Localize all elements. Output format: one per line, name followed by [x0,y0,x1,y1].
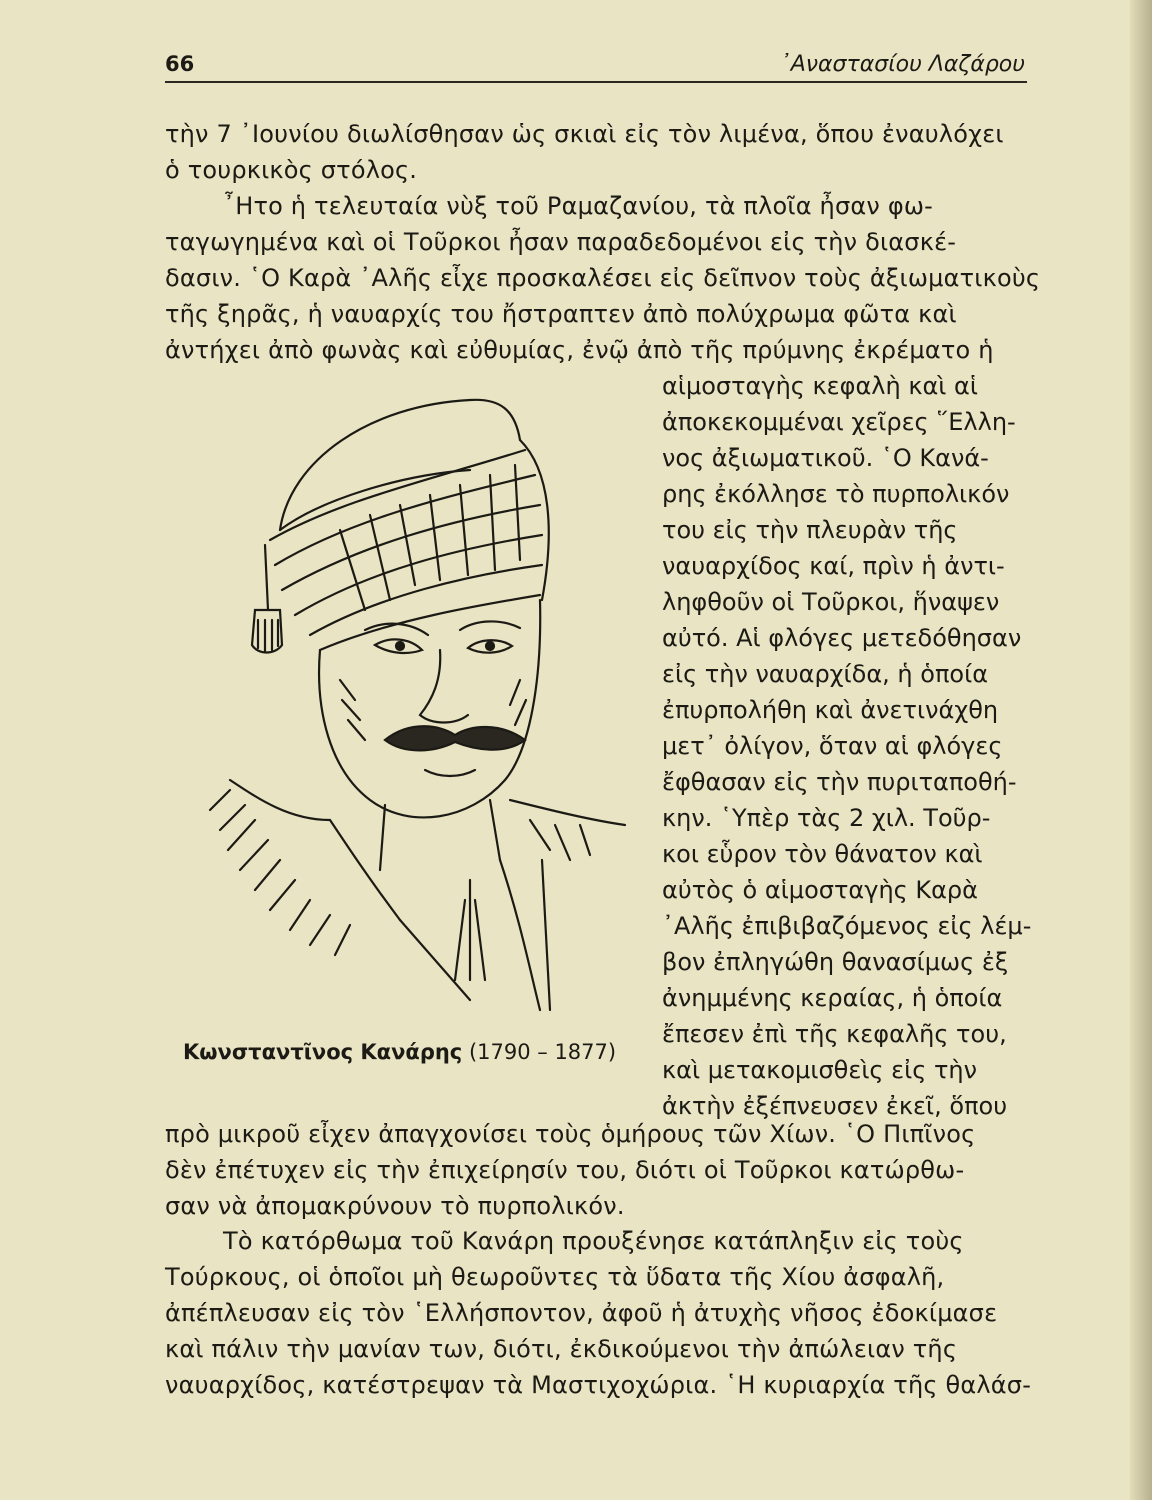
column-line: βον ἐπληγώθη θανασίμως ἐξ [662,948,1009,976]
text-line: τὴν 7 ᾿Ιουνίου διωλίσθησαν ὡς σκιαὶ εἰς τὸν λιμένα, ὅπου ἐναυλόχει [165,120,1004,148]
column-line: νος ἀξιωματικοῦ. ῾Ο Κανά- [662,444,989,472]
text-line: ἀντήχει ἀπὸ φωνὰς καὶ εὐθυμίας, ἐνῷ ἀπὸ τῆς πρύμνης ἐκρέματο ἡ [165,336,994,364]
column-line: ἐπυρπολήθη καὶ ἀνετινάχθη [662,696,999,724]
column-line: ναυαρχίδος καί, πρὶν ἡ ἀντι- [662,552,1005,580]
column-line: κοι εὗρον τὸν θάνατον καὶ [662,840,983,868]
portrait-caption [183,1040,616,1064]
text-line: ὁ τουρκικὸς στόλος. [165,156,418,184]
column-line: κην. ῾Υπὲρ τὰς 2 χιλ. Τοῦρ- [662,804,991,832]
page-number: 66 [165,52,195,76]
text-line: καὶ πάλιν τὴν μανίαν των, διότι, ἐκδικούμενοι τὴν ἀπώλειαν τῆς [165,1335,958,1363]
column-line: ἔφθασαν εἰς τὴν πυριταποθή- [662,768,1017,796]
column-line: μετ᾿ ὀλίγον, ὅταν αἱ φλόγες [662,732,1003,760]
column-line: εἰς τὴν ναυαρχίδα, ἡ ὁποία [662,660,989,688]
page-edge [1130,0,1152,1500]
text-line: ἀπέπλευσαν εἰς τὸν ῾Ελλήσποντον, ἀφοῦ ἡ ἀτυχὴς νῆσος ἐδοκίμασε [165,1299,998,1327]
column-line: ἀνημμένης κεραίας, ἡ ὁποία [662,984,1003,1012]
text-line: ναυαρχίδος, κατέστρεψαν τὰ Μαστιχοχώρια. ῾Η κυριαρχία τῆς θαλάσ- [165,1371,1032,1399]
column-line: αὐτό. Αἱ φλόγες μετεδόθησαν [662,624,1022,652]
running-head: ᾿Αναστασίου Λαζάρου [779,52,1025,77]
text-line: ταγωγημένα καὶ οἱ Τοῦρκοι ἦσαν παραδεδομένοι εἰς τὴν διασκέ- [165,228,957,256]
column-line: ᾿Αλῆς ἐπιβιβαζόμενος εἰς λέμ- [662,912,1032,940]
column-line: του εἰς τὴν πλευρὰν τῆς [662,516,958,544]
column-line: αἱμοσταγὴς κεφαλὴ καὶ αἱ [662,372,978,400]
text-line: δὲν ἐπέτυχεν εἰς τὴν ἐπιχείρησίν του, διότι οἱ Τοῦρκοι κατώρθω- [165,1156,965,1184]
text-line: δασιν. ῾Ο Καρὰ ᾿Αλῆς εἶχε προσκαλέσει εἰς δεῖπνον τοὺς ἀξιωματικοὺς [165,264,1041,292]
text-line: σαν νὰ ἀπομακρύνουν τὸ πυρπολικόν. [165,1192,625,1220]
caption-dates: (1790 – 1877) [468,1040,617,1064]
column-line: ἀκτὴν ἐξέπνευσεν ἐκεῖ, ὅπου [662,1092,1008,1120]
column-line: ἀποκεκομμέναι χεῖρες ῞Ελλη- [662,408,1016,436]
kanaris-portrait-engraving [170,380,650,1020]
column-line: ρης ἐκόλλησε τὸ πυρπολικόν [662,480,1010,508]
text-line: ῏Ητο ἡ τελευταία νὺξ τοῦ Ραμαζανίου, τὰ πλοῖα ἦσαν φω- [223,192,934,220]
caption-name: Κωνσταντῖνος Κανάρης [183,1040,463,1064]
text-line: τῆς ξηρᾶς, ἡ ναυαρχίς του ἤστραπτεν ἀπὸ πολύχρωμα φῶτα καὶ [165,300,957,328]
text-line: Τούρκους, οἱ ὁποῖοι μὴ θεωροῦντες τὰ ὕδατα τῆς Χίου ἀσφαλῆ, [165,1263,945,1291]
text-line: Τὸ κατόρθωμα τοῦ Κανάρη προυξένησε κατάπληξιν εἰς τοὺς [223,1227,964,1255]
column-line: ληφθοῦν οἱ Τοῦρκοι, ἥναψεν [662,588,1000,616]
running-header [165,50,1025,84]
column-line: αὐτὸς ὁ αἱμοσταγὴς Καρὰ [662,876,978,904]
text-line: πρὸ μικροῦ εἶχεν ἀπαγχονίσει τοὺς ὁμήρους τῶν Χίων. ῾Ο Πιπῖνος [165,1120,976,1148]
header-rule [165,81,1027,83]
column-line: καὶ μετακομισθεὶς εἰς τὴν [662,1056,978,1084]
column-line: ἔπεσεν ἐπὶ τῆς κεφαλῆς του, [662,1020,1007,1048]
